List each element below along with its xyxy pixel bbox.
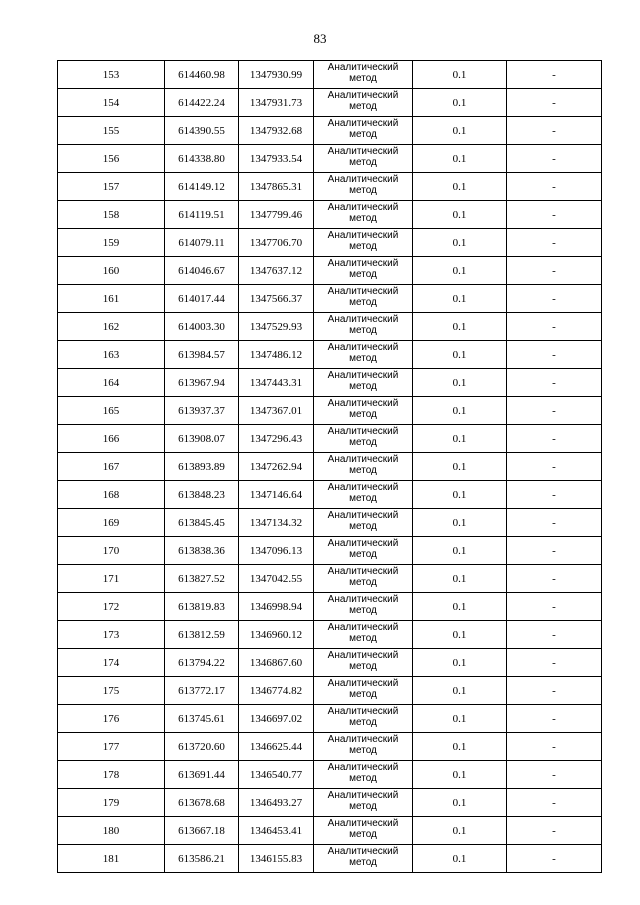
x-coordinate-cell: 613937.37	[165, 397, 239, 425]
method-line2: метод	[349, 241, 377, 252]
description-cell: -	[507, 341, 602, 369]
x-coordinate-cell: 613908.07	[165, 425, 239, 453]
method-line1: Аналитический	[327, 510, 399, 521]
y-coordinate-cell: 1346493.27	[239, 789, 314, 817]
y-coordinate-cell: 1347262.94	[239, 453, 314, 481]
method-cell	[314, 313, 413, 341]
description-cell: -	[507, 593, 602, 621]
x-coordinate-cell: 614390.55	[165, 117, 239, 145]
description-cell: -	[507, 677, 602, 705]
method-cell	[314, 61, 413, 89]
description-cell: -	[507, 537, 602, 565]
accuracy-cell: 0.1	[413, 789, 507, 817]
method-line2: метод	[349, 857, 377, 868]
accuracy-cell: 0.1	[413, 817, 507, 845]
description-cell: -	[507, 649, 602, 677]
description-cell: -	[507, 229, 602, 257]
method-line2: метод	[349, 157, 377, 168]
description-cell: -	[507, 145, 602, 173]
point-number-cell: 181	[58, 845, 165, 873]
point-number-cell: 171	[58, 565, 165, 593]
method-line2: метод	[349, 745, 377, 756]
description-cell: -	[507, 481, 602, 509]
method-line1: Аналитический	[327, 734, 399, 745]
table-row	[58, 761, 602, 789]
method-line2: метод	[349, 689, 377, 700]
table-row	[58, 145, 602, 173]
method-line2: метод	[349, 465, 377, 476]
point-number-cell: 164	[58, 369, 165, 397]
method-cell	[314, 817, 413, 845]
y-coordinate-cell: 1347931.73	[239, 89, 314, 117]
point-number-cell: 160	[58, 257, 165, 285]
table-row	[58, 705, 602, 733]
description-cell: -	[507, 733, 602, 761]
description-cell: -	[507, 453, 602, 481]
accuracy-cell: 0.1	[413, 677, 507, 705]
point-number-cell: 179	[58, 789, 165, 817]
point-number-cell: 178	[58, 761, 165, 789]
accuracy-cell: 0.1	[413, 537, 507, 565]
method-line2: метод	[349, 297, 377, 308]
accuracy-cell: 0.1	[413, 649, 507, 677]
method-line2: метод	[349, 633, 377, 644]
x-coordinate-cell: 613667.18	[165, 817, 239, 845]
accuracy-cell: 0.1	[413, 117, 507, 145]
y-coordinate-cell: 1346960.12	[239, 621, 314, 649]
method-line2: метод	[349, 213, 377, 224]
y-coordinate-cell: 1346867.60	[239, 649, 314, 677]
description-cell: -	[507, 117, 602, 145]
method-line1: Аналитический	[327, 426, 399, 437]
description-cell: -	[507, 621, 602, 649]
x-coordinate-cell: 613893.89	[165, 453, 239, 481]
point-number-cell: 157	[58, 173, 165, 201]
method-cell	[314, 425, 413, 453]
table-row	[58, 425, 602, 453]
table-row	[58, 341, 602, 369]
method-cell	[314, 509, 413, 537]
method-cell	[314, 117, 413, 145]
description-cell: -	[507, 369, 602, 397]
x-coordinate-cell: 614149.12	[165, 173, 239, 201]
method-line1: Аналитический	[327, 846, 399, 857]
method-line2: метод	[349, 829, 377, 840]
method-line1: Аналитический	[327, 230, 399, 241]
accuracy-cell: 0.1	[413, 89, 507, 117]
point-number-cell: 163	[58, 341, 165, 369]
method-cell	[314, 621, 413, 649]
method-cell	[314, 649, 413, 677]
table-row	[58, 397, 602, 425]
y-coordinate-cell: 1347932.68	[239, 117, 314, 145]
y-coordinate-cell: 1347529.93	[239, 313, 314, 341]
point-number-cell: 156	[58, 145, 165, 173]
table-row	[58, 285, 602, 313]
method-cell	[314, 201, 413, 229]
method-line2: метод	[349, 549, 377, 560]
method-line2: метод	[349, 437, 377, 448]
method-line2: метод	[349, 325, 377, 336]
y-coordinate-cell: 1347930.99	[239, 61, 314, 89]
description-cell: -	[507, 845, 602, 873]
method-line2: метод	[349, 129, 377, 140]
point-number-cell: 174	[58, 649, 165, 677]
accuracy-cell: 0.1	[413, 397, 507, 425]
table-row	[58, 117, 602, 145]
method-line1: Аналитический	[327, 706, 399, 717]
y-coordinate-cell: 1347443.31	[239, 369, 314, 397]
accuracy-cell: 0.1	[413, 369, 507, 397]
table-row	[58, 509, 602, 537]
method-line1: Аналитический	[327, 538, 399, 549]
description-cell: -	[507, 789, 602, 817]
x-coordinate-cell: 613794.22	[165, 649, 239, 677]
method-line1: Аналитический	[327, 314, 399, 325]
method-cell	[314, 145, 413, 173]
y-coordinate-cell: 1347865.31	[239, 173, 314, 201]
x-coordinate-cell: 614338.80	[165, 145, 239, 173]
table-row	[58, 817, 602, 845]
point-number-cell: 176	[58, 705, 165, 733]
method-line2: метод	[349, 185, 377, 196]
table-row	[58, 61, 602, 89]
y-coordinate-cell: 1347637.12	[239, 257, 314, 285]
table-row	[58, 789, 602, 817]
point-number-cell: 173	[58, 621, 165, 649]
x-coordinate-cell: 613819.83	[165, 593, 239, 621]
method-cell	[314, 481, 413, 509]
point-number-cell: 172	[58, 593, 165, 621]
description-cell: -	[507, 397, 602, 425]
accuracy-cell: 0.1	[413, 229, 507, 257]
x-coordinate-cell: 614003.30	[165, 313, 239, 341]
method-line2: метод	[349, 269, 377, 280]
point-number-cell: 170	[58, 537, 165, 565]
y-coordinate-cell: 1347566.37	[239, 285, 314, 313]
method-line1: Аналитический	[327, 650, 399, 661]
description-cell: -	[507, 285, 602, 313]
coordinates-table-body	[58, 61, 602, 873]
table-row	[58, 537, 602, 565]
accuracy-cell: 0.1	[413, 453, 507, 481]
y-coordinate-cell: 1347933.54	[239, 145, 314, 173]
x-coordinate-cell: 613827.52	[165, 565, 239, 593]
point-number-cell: 153	[58, 61, 165, 89]
table-row	[58, 201, 602, 229]
x-coordinate-cell: 614046.67	[165, 257, 239, 285]
y-coordinate-cell: 1347296.43	[239, 425, 314, 453]
accuracy-cell: 0.1	[413, 705, 507, 733]
description-cell: -	[507, 313, 602, 341]
point-number-cell: 167	[58, 453, 165, 481]
table-row	[58, 229, 602, 257]
accuracy-cell: 0.1	[413, 285, 507, 313]
description-cell: -	[507, 257, 602, 285]
method-cell	[314, 229, 413, 257]
description-cell: -	[507, 705, 602, 733]
table-row	[58, 313, 602, 341]
method-line1: Аналитический	[327, 790, 399, 801]
method-line2: метод	[349, 605, 377, 616]
method-line1: Аналитический	[327, 62, 399, 73]
method-line2: метод	[349, 353, 377, 364]
method-cell	[314, 285, 413, 313]
method-line2: метод	[349, 381, 377, 392]
accuracy-cell: 0.1	[413, 509, 507, 537]
accuracy-cell: 0.1	[413, 257, 507, 285]
y-coordinate-cell: 1347096.13	[239, 537, 314, 565]
method-cell	[314, 845, 413, 873]
method-cell	[314, 593, 413, 621]
table-row	[58, 593, 602, 621]
table-row	[58, 453, 602, 481]
description-cell: -	[507, 817, 602, 845]
method-line1: Аналитический	[327, 622, 399, 633]
table-row	[58, 173, 602, 201]
x-coordinate-cell: 613848.23	[165, 481, 239, 509]
point-number-cell: 158	[58, 201, 165, 229]
method-line1: Аналитический	[327, 286, 399, 297]
point-number-cell: 154	[58, 89, 165, 117]
description-cell: -	[507, 61, 602, 89]
method-cell	[314, 257, 413, 285]
x-coordinate-cell: 613812.59	[165, 621, 239, 649]
method-cell	[314, 565, 413, 593]
y-coordinate-cell: 1347706.70	[239, 229, 314, 257]
x-coordinate-cell: 614079.11	[165, 229, 239, 257]
y-coordinate-cell: 1347799.46	[239, 201, 314, 229]
x-coordinate-cell: 613967.94	[165, 369, 239, 397]
x-coordinate-cell: 613984.57	[165, 341, 239, 369]
x-coordinate-cell: 613720.60	[165, 733, 239, 761]
y-coordinate-cell: 1346625.44	[239, 733, 314, 761]
description-cell: -	[507, 425, 602, 453]
table-row	[58, 845, 602, 873]
x-coordinate-cell: 614422.24	[165, 89, 239, 117]
method-line1: Аналитический	[327, 174, 399, 185]
description-cell: -	[507, 509, 602, 537]
point-number-cell: 169	[58, 509, 165, 537]
method-line1: Аналитический	[327, 202, 399, 213]
x-coordinate-cell: 614017.44	[165, 285, 239, 313]
accuracy-cell: 0.1	[413, 565, 507, 593]
point-number-cell: 162	[58, 313, 165, 341]
method-line1: Аналитический	[327, 342, 399, 353]
method-line2: метод	[349, 521, 377, 532]
method-line2: метод	[349, 801, 377, 812]
point-number-cell: 175	[58, 677, 165, 705]
y-coordinate-cell: 1347134.32	[239, 509, 314, 537]
x-coordinate-cell: 613845.45	[165, 509, 239, 537]
method-cell	[314, 453, 413, 481]
method-line1: Аналитический	[327, 146, 399, 157]
method-line1: Аналитический	[327, 118, 399, 129]
method-cell	[314, 369, 413, 397]
description-cell: -	[507, 565, 602, 593]
accuracy-cell: 0.1	[413, 313, 507, 341]
x-coordinate-cell: 613838.36	[165, 537, 239, 565]
description-cell: -	[507, 173, 602, 201]
y-coordinate-cell: 1346540.77	[239, 761, 314, 789]
method-cell	[314, 761, 413, 789]
table-row	[58, 733, 602, 761]
method-line1: Аналитический	[327, 762, 399, 773]
table-row	[58, 677, 602, 705]
method-cell	[314, 789, 413, 817]
accuracy-cell: 0.1	[413, 845, 507, 873]
method-cell	[314, 677, 413, 705]
method-line2: метод	[349, 409, 377, 420]
y-coordinate-cell: 1347042.55	[239, 565, 314, 593]
accuracy-cell: 0.1	[413, 733, 507, 761]
y-coordinate-cell: 1346774.82	[239, 677, 314, 705]
method-line2: метод	[349, 101, 377, 112]
table-row	[58, 481, 602, 509]
method-line1: Аналитический	[327, 370, 399, 381]
method-line2: метод	[349, 73, 377, 84]
method-line1: Аналитический	[327, 594, 399, 605]
y-coordinate-cell: 1347486.12	[239, 341, 314, 369]
accuracy-cell: 0.1	[413, 761, 507, 789]
point-number-cell: 161	[58, 285, 165, 313]
table-row	[58, 369, 602, 397]
y-coordinate-cell: 1346453.41	[239, 817, 314, 845]
y-coordinate-cell: 1347146.64	[239, 481, 314, 509]
point-number-cell: 166	[58, 425, 165, 453]
accuracy-cell: 0.1	[413, 593, 507, 621]
table-row	[58, 649, 602, 677]
method-cell	[314, 537, 413, 565]
y-coordinate-cell: 1346697.02	[239, 705, 314, 733]
accuracy-cell: 0.1	[413, 61, 507, 89]
description-cell: -	[507, 201, 602, 229]
table-row	[58, 257, 602, 285]
x-coordinate-cell: 613678.68	[165, 789, 239, 817]
method-cell	[314, 173, 413, 201]
method-line1: Аналитический	[327, 398, 399, 409]
method-line2: метод	[349, 577, 377, 588]
x-coordinate-cell: 614119.51	[165, 201, 239, 229]
point-number-cell: 165	[58, 397, 165, 425]
method-line1: Аналитический	[327, 818, 399, 829]
method-line1: Аналитический	[327, 482, 399, 493]
method-line1: Аналитический	[327, 90, 399, 101]
x-coordinate-cell: 613772.17	[165, 677, 239, 705]
page-number: 83	[313, 31, 327, 46]
method-cell	[314, 341, 413, 369]
method-line2: метод	[349, 493, 377, 504]
description-cell: -	[507, 89, 602, 117]
accuracy-cell: 0.1	[413, 145, 507, 173]
accuracy-cell: 0.1	[413, 621, 507, 649]
description-cell: -	[507, 761, 602, 789]
point-number-cell: 177	[58, 733, 165, 761]
accuracy-cell: 0.1	[413, 341, 507, 369]
accuracy-cell: 0.1	[413, 173, 507, 201]
point-number-cell: 155	[58, 117, 165, 145]
point-number-cell: 159	[58, 229, 165, 257]
accuracy-cell: 0.1	[413, 481, 507, 509]
point-number-cell: 180	[58, 817, 165, 845]
method-line1: Аналитический	[327, 454, 399, 465]
method-line1: Аналитический	[327, 678, 399, 689]
table-row	[58, 621, 602, 649]
accuracy-cell: 0.1	[413, 201, 507, 229]
coordinates-table	[57, 60, 602, 873]
x-coordinate-cell: 613586.21	[165, 845, 239, 873]
method-cell	[314, 733, 413, 761]
accuracy-cell: 0.1	[413, 425, 507, 453]
method-line2: метод	[349, 661, 377, 672]
table-row	[58, 89, 602, 117]
method-line1: Аналитический	[327, 566, 399, 577]
method-cell	[314, 89, 413, 117]
method-line2: метод	[349, 773, 377, 784]
x-coordinate-cell: 613745.61	[165, 705, 239, 733]
point-number-cell: 168	[58, 481, 165, 509]
method-line1: Аналитический	[327, 258, 399, 269]
y-coordinate-cell: 1347367.01	[239, 397, 314, 425]
x-coordinate-cell: 613691.44	[165, 761, 239, 789]
method-cell	[314, 397, 413, 425]
method-line2: метод	[349, 717, 377, 728]
method-cell	[314, 705, 413, 733]
x-coordinate-cell: 614460.98	[165, 61, 239, 89]
y-coordinate-cell: 1346998.94	[239, 593, 314, 621]
y-coordinate-cell: 1346155.83	[239, 845, 314, 873]
table-row	[58, 565, 602, 593]
